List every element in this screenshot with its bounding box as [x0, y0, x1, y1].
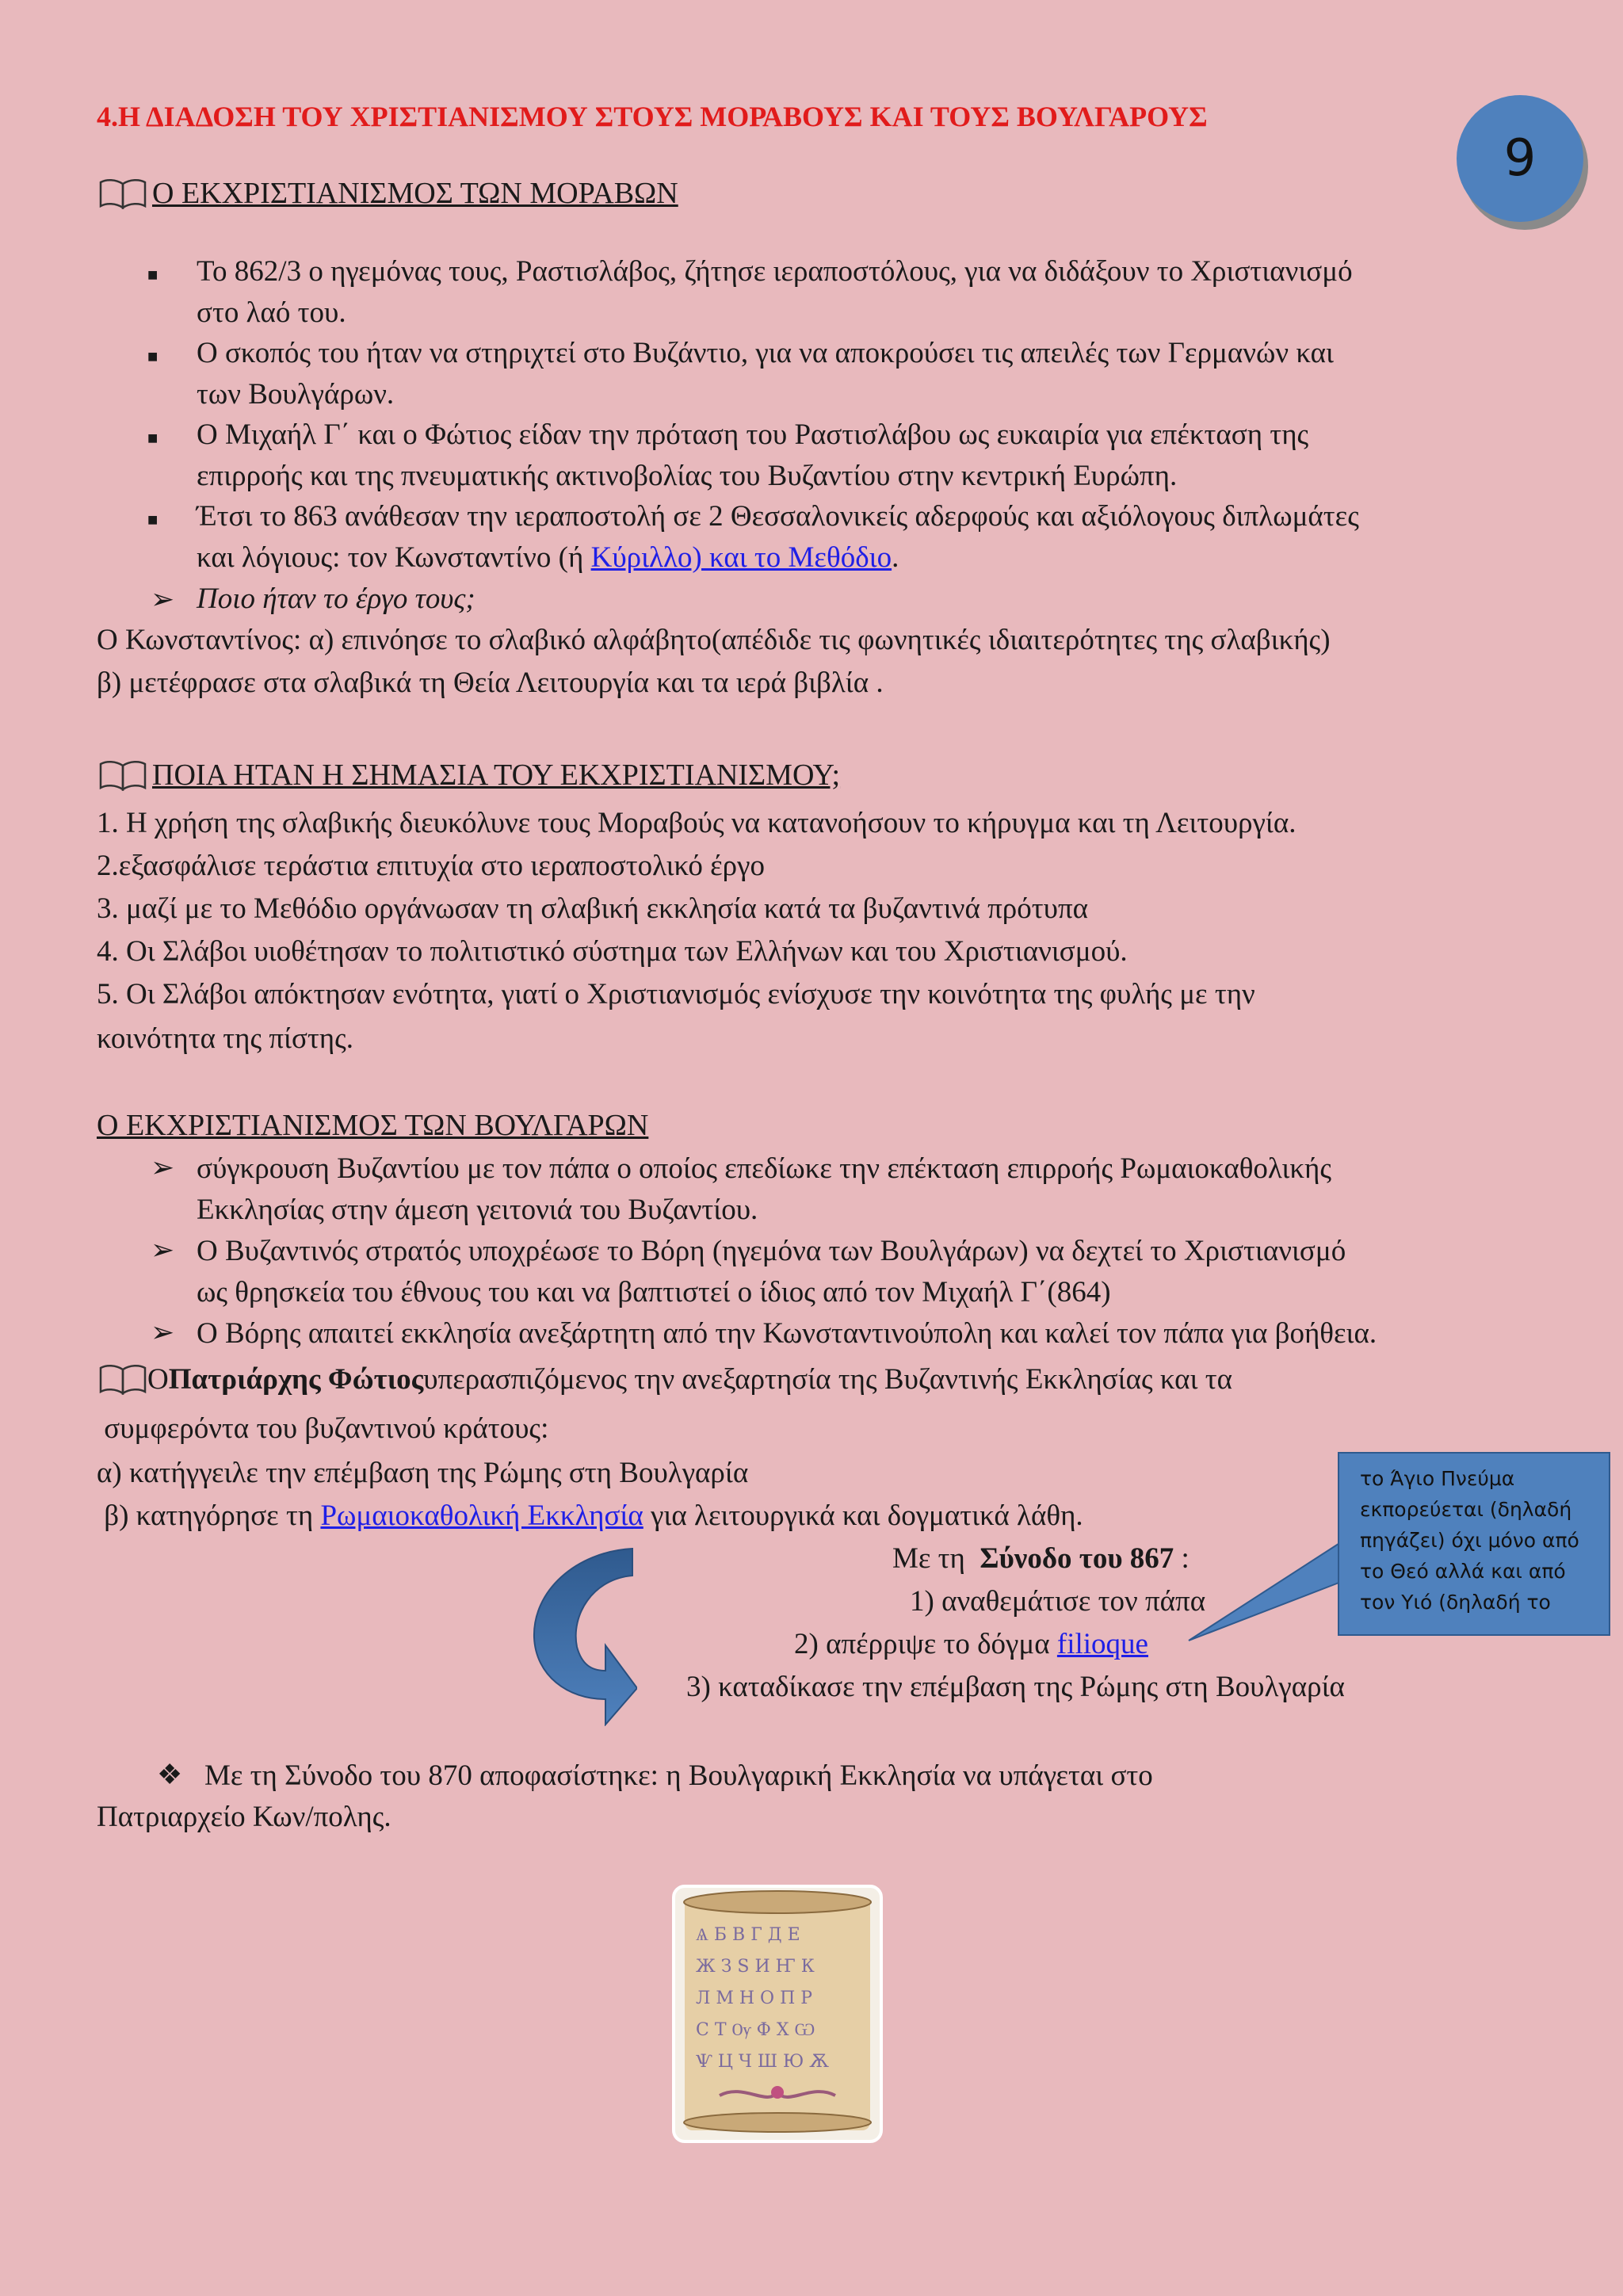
- arrow-bullet-icon: ➢: [151, 1234, 175, 1266]
- callout-line: εκπορεύεται (δηλαδή: [1360, 1498, 1572, 1521]
- square-bullet-icon: ■: [147, 510, 158, 529]
- callout-line: το Θεό αλλά και από: [1360, 1560, 1566, 1583]
- square-bullet-icon: ■: [147, 346, 158, 366]
- synod-870-line: Πατριαρχείο Κων/πολης.: [97, 1801, 391, 1833]
- heading-text: Ο ΕΚΧΡΙΣΤΙΑΝΙΣΜΟΣ ΤΩΝ ΒΟΥΛΓΑΡΩΝ: [97, 1109, 649, 1142]
- list-item: Ο σκοπός του ήταν να στηριχτεί στο Βυζάντιο, για να αποκρούσει τις απειλές των Γερμανών και: [197, 337, 1334, 369]
- arrow-bullet-icon: ➢: [151, 1316, 175, 1348]
- bulgarians-item: Ο Βόρης απαιτεί εκκλησία ανεξάρτητη από την Κωνσταντινούπολη και καλεί τον πάπα για βοήθεια.: [197, 1317, 1377, 1350]
- significance-line: 2.εξασφάλισε τεράστια επιτυχία στο ιεραποστολικό έργο: [97, 850, 765, 882]
- synod-867-intro: Με τη Σύνοδο του 867 :: [892, 1542, 1190, 1575]
- roman-catholic-church-link[interactable]: Ρωμαιοκαθολική Εκκλησία: [320, 1499, 643, 1532]
- bulgarians-item: σύγκρουση Βυζαντίου με τον πάπα ο οποίος επεδίωκε την επέκταση επιρροής Ρωμαιοκαθολικής: [197, 1152, 1332, 1185]
- answer-line: Ο Κωνσταντίνος: α) επινόησε το σλαβικό αλφάβητο(απέδιδε τις φωνητικές ιδιαιτερότητες της σλαβικής): [97, 624, 1331, 656]
- list-item: Το 862/3 ο ηγεμόνας τους, Ραστισλάβος, ζήτησε ιεραποστόλους, για να διδάξουν το Χριστιανισμό: [197, 255, 1353, 288]
- svg-text:Ѱ Ц Ч Ш Ю Ѫ: Ѱ Ц Ч Ш Ю Ѫ: [696, 2052, 829, 2072]
- filioque-callout: [1338, 1452, 1610, 1636]
- book-icon: [98, 1363, 147, 1395]
- significance-line: 4. Οι Σλάβοι υιοθέτησαν το πολιτιστικό σύστημα των Ελλήνων και του Χριστιανισμού.: [97, 935, 1128, 968]
- photios-line3: α) κατήγγειλε την επέμβαση της Ρώμης στη Βουλγαρία: [97, 1457, 749, 1489]
- question-line: Ποιο ήταν το έργο τους;: [197, 583, 475, 615]
- square-bullet-icon: ■: [147, 428, 158, 448]
- significance-line: κοινότητα της πίστης.: [97, 1022, 354, 1055]
- book-icon: [98, 178, 147, 209]
- photios-line: Ο Πατριάρχης Φώτιος υπερασπιζόμενος την ανεξαρτησία της Βυζαντινής Εκκλησίας και τα: [98, 1363, 1232, 1395]
- bulgarians-item-cont: Εκκλησίας στην άμεση γειτονιά του Βυζαντίου.: [197, 1194, 758, 1226]
- synod-870-line: Με τη Σύνοδο του 870 αποφασίστηκε: η Βουλγαρική Εκκλησία να υπάγεται στο: [204, 1759, 1153, 1792]
- callout-line: τον Υιό (δηλαδή το: [1360, 1591, 1551, 1614]
- list-item: Έτσι το 863 ανάθεσαν την ιεραποστολή σε 2 Θεσσαλονικείς αδερφούς και αξιόλογους διπλωμάτες: [197, 500, 1359, 533]
- list-item-cont: στο λαό του.: [197, 296, 346, 329]
- synod-867-item: 3) καταδίκασε την επέμβαση της Ρώμης στη Βουλγαρία: [686, 1671, 1345, 1703]
- book-icon: [98, 759, 147, 791]
- page-number-badge: 9: [1457, 95, 1583, 222]
- svg-text:Л М Н О П Р: Л М Н О П Р: [696, 1988, 813, 2008]
- photios-line2: συμφερόντα του βυζαντινού κράτους:: [97, 1412, 549, 1445]
- svg-text:Ж З Ѕ И Ҥ К: Ж З Ѕ И Ҥ К: [696, 1957, 815, 1977]
- list-item: Ο Μιχαήλ Γ΄ και ο Φώτιος είδαν την πρόταση του Ραστισλάβου ως ευκαιρία για επέκταση της: [197, 418, 1309, 451]
- patriarch-photios: Πατριάρχης Φώτιος: [168, 1362, 424, 1396]
- section-heading-significance: [98, 758, 840, 793]
- bulgarians-item: Ο Βυζαντινός στρατός υποχρέωσε το Βόρη (ηγεμόνα των Βουλγάρων) να δεχτεί το Χριστιανισμό: [197, 1235, 1346, 1267]
- callout-line: πηγάζει) όχι μόνο από: [1360, 1529, 1579, 1552]
- synod-867-item: 1) αναθεμάτισε τον πάπα: [910, 1585, 1206, 1618]
- answer-line: β) μετέφρασε στα σλαβικά τη Θεία Λειτουργία και τα ιερά βιβλία .: [97, 667, 884, 699]
- list-item-cont: και λόγιους: τον Κωνσταντίνο (ή Κύριλλο) και το Μεθόδιο.: [197, 541, 899, 574]
- callout-line: το Άγιο Πνεύμα: [1360, 1467, 1515, 1490]
- arrow-bullet-icon: ➢: [151, 1152, 175, 1183]
- cyril-methodius-link[interactable]: Κύριλλο) και το Μεθόδιο: [590, 541, 892, 574]
- photios-line4: β) κατηγόρησε τη Ρωμαιοκαθολική Εκκλησία για λειτουργικά και δογματικά λάθη.: [97, 1499, 1083, 1532]
- section-heading-moravians: [98, 176, 678, 211]
- arrow-bullet-icon: ➢: [151, 583, 175, 615]
- list-item-cont: των Βουλγάρων.: [197, 378, 395, 411]
- scroll-alphabet-image: [672, 1885, 883, 2143]
- significance-line: 5. Οι Σλάβοι απόκτησαν ενότητα, γιατί ο Χριστιανισμός ενίσχυσε την κοινότητα της φυλής με την: [97, 978, 1255, 1010]
- curved-arrow-icon: [529, 1544, 637, 1726]
- heading-text: ΠΟΙΑ ΗΤΑΝ Η ΣΗΜΑΣΙΑ ΤΟΥ ΕΚΧΡΙΣΤΙΑΝΙΣΜΟΥ;: [152, 758, 841, 792]
- heading-text: Ο ΕΚΧΡΙΣΤΙΑΝΙΣΜΟΣ ΤΩΝ ΜΟΡΑΒΩΝ: [152, 177, 678, 210]
- callout-pointer: [1186, 1534, 1344, 1645]
- square-bullet-icon: ■: [147, 265, 158, 285]
- page-title: 4.Η ΔΙΑΔΟΣΗ ΤΟΥ ΧΡΙΣΤΙΑΝΙΣΜΟΥ ΣΤΟΥΣ ΜΟΡΑΒΟΥΣ ΚΑΙ ΤΟΥΣ ΒΟΥΛΓΑΡΟΥΣ: [97, 101, 1208, 132]
- significance-line: 1. Η χρήση της σλαβικής διευκόλυνε τους Μοραβούς να κατανοήσουν το κήρυγμα και τη Λειτουργία.: [97, 807, 1296, 839]
- filioque-link[interactable]: filioque: [1056, 1628, 1148, 1660]
- section-heading-bulgarians: [97, 1108, 648, 1143]
- svg-text:Ѧ Б В Г Д Е: Ѧ Б В Г Д Е: [696, 1925, 800, 1945]
- diamond-bullet-icon: ❖: [157, 1759, 183, 1790]
- list-item-cont: επιρροής και της πνευματικής ακτινοβολίας του Βυζαντίου στην κεντρική Ευρώπη.: [197, 460, 1178, 492]
- svg-text:С Т Ѹ Ф Х Ѡ: С Т Ѹ Ф Х Ѡ: [696, 2020, 815, 2040]
- bulgarians-item-cont: ως θρησκεία του έθνους του και να βαπτιστεί ο ίδιος από τον Μιχαήλ Γ΄(864): [197, 1276, 1111, 1308]
- significance-line: 3. μαζί με το Μεθόδιο οργάνωσαν τη σλαβική εκκλησία κατά τα βυζαντινά πρότυπα: [97, 892, 1089, 925]
- synod-867-item: 2) απέρριψε το δόγμα filioque: [794, 1628, 1148, 1660]
